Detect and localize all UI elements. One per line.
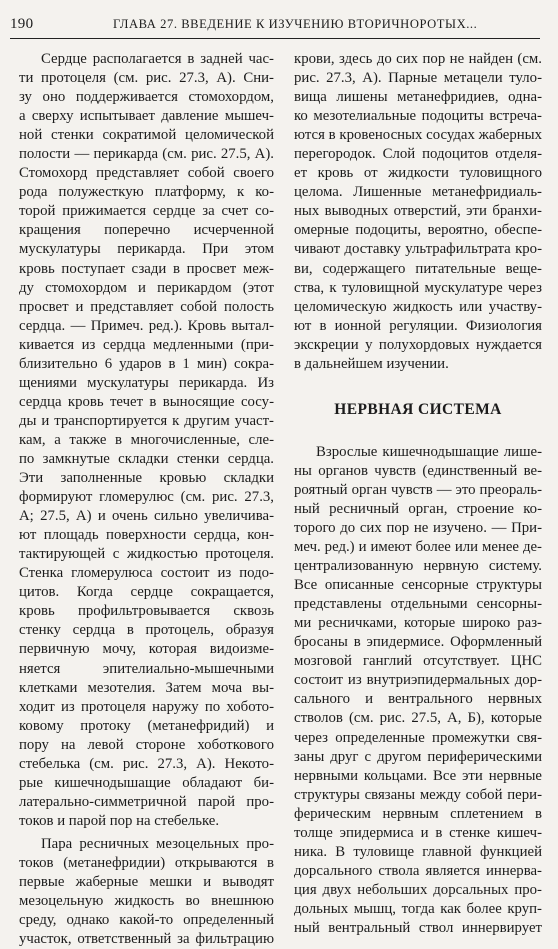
text-line: дорсального ствола является иннерва- xyxy=(294,862,542,879)
text-line: ви, содержащего питательные веще- xyxy=(294,260,542,277)
text-line: в дальнейшем изучении. xyxy=(294,355,449,372)
text-line: Пара ресничных мезоцельных про- xyxy=(41,835,274,852)
text-line: целома. Лишенные метанефридиаль- xyxy=(294,184,542,201)
text-line: представлены отдельными сенсорны- xyxy=(294,596,542,613)
text-line: цитов. Когда сердце сокращается, xyxy=(19,584,274,601)
text-line: кровь профильтровывается сквозь xyxy=(19,603,274,620)
text-line: бросаны в эпидермисе. Оформленный xyxy=(294,634,542,651)
text-line: ются в кровеносных сосудах жаберных xyxy=(294,127,542,144)
text-line: щениями мускулатуры перикарда. Из xyxy=(19,374,274,391)
text-line: стенку сердца в протоцель, образуя xyxy=(19,622,274,639)
text-line: роятный орган чувств — это преораль- xyxy=(294,481,542,498)
text-line: мускулатуры перикарда. При этом xyxy=(19,241,274,258)
right-column xyxy=(294,50,542,938)
text-line: а сверху испытывает давление мышеч- xyxy=(19,108,274,125)
page-number: 190 xyxy=(10,16,34,32)
text-line: Все описанные сенсорные структуры xyxy=(294,577,542,594)
text-line: латерально-симметричной парой про- xyxy=(19,793,274,810)
text-line: зу оно поддерживается стомохордом, xyxy=(19,89,274,106)
text-line: централизованную нервную систему. xyxy=(294,558,542,575)
text-line: среду, однако какой-то определенный xyxy=(19,912,274,929)
text-line: торой прижимается сердце за счет со- xyxy=(19,203,274,220)
text-line: по замкнутые складки стенки сердца. xyxy=(19,450,274,467)
text-line: ти протоцеля (см. рис. 27.3, А). Сни- xyxy=(19,70,274,87)
text-line: первичную мочу, которая видоизме- xyxy=(19,641,274,658)
text-line: токов и парой пор на стебельке. xyxy=(19,812,220,829)
text-line: омерные подоциты, вероятно, обеспе- xyxy=(294,222,542,239)
text-line: А; 27.5, А) и очень сильно увеличива- xyxy=(19,508,274,525)
text-line: сального и вентрального нервных xyxy=(294,691,542,708)
text-line: крови, здесь до сих пор не найден (см. xyxy=(294,51,542,67)
text-line: ми ресничками, которые широко раз- xyxy=(294,615,542,632)
text-line: перегородок. Слой подоцитов отделя- xyxy=(294,146,542,163)
text-line: заны друг с другом периферическими xyxy=(294,748,542,765)
text-line: токов (метанефридии) открываются в xyxy=(19,854,274,871)
text-line: участок, ответственный за фильтрацию xyxy=(19,931,274,948)
paragraph xyxy=(19,50,274,831)
text-line: ковому протоку (метанефридий) и xyxy=(19,717,274,734)
text-line: Сердце располагается в задней час- xyxy=(41,51,274,67)
paragraph xyxy=(294,50,542,374)
text-line: ника. В туловище главной функцией xyxy=(294,843,542,860)
section-title: НЕРВНАЯ СИСТЕМА xyxy=(334,400,502,418)
text-line: стебелька (см. рис. 27.3, А). Некото- xyxy=(19,755,274,772)
paragraph xyxy=(294,443,542,938)
text-line: рода полужесткую платформу, к ко- xyxy=(19,184,274,201)
text-line: полости — перикарда (см. рис. 27.5, А). xyxy=(19,146,274,163)
text-line: экскреции у полухордовых нуждается xyxy=(294,336,542,353)
text-line: ный вентральный ствол иннервирует xyxy=(294,919,542,936)
left-column xyxy=(19,50,274,949)
text-line: мезоцельную жидкость во внешнюю xyxy=(19,893,274,910)
text-line: клетками мезотелия. Затем моча вы- xyxy=(19,679,274,696)
text-line: Эти заполненные кровью складки xyxy=(19,470,274,487)
text-line: просвет и представляет собой полость xyxy=(19,298,274,315)
text-line: торого до сих пор не изучено. — При- xyxy=(294,519,542,536)
text-line: структуры связаны между собой пери- xyxy=(294,786,542,803)
text-line: близительно 6 ударов в 1 мин) сокра- xyxy=(19,355,274,372)
text-line: меч. ред.) и имеют более или менее де- xyxy=(294,539,542,556)
text-line: толще эпидермиса и в стенке кишеч- xyxy=(294,824,542,841)
text-line: ства, к туловищной мускулатуре через xyxy=(294,279,542,296)
page-header xyxy=(10,16,540,39)
text-line: ных выводных отверстий, эти бранхи- xyxy=(294,203,542,220)
text-line: ют в ионной регуляции. Физиология xyxy=(294,317,542,334)
text-line: ной стенки сократимой целомической xyxy=(19,127,274,144)
text-line: состоит из внутриэпидермальных дор- xyxy=(294,672,542,689)
text-line: стволов (см. рис. 27.5, А, Б), которые xyxy=(294,710,542,727)
text-line: тактирующей с жидкостью протоцеля. xyxy=(19,546,274,563)
paragraph xyxy=(19,835,274,949)
text-line: пору на левой стороне хоботкового xyxy=(19,736,274,753)
text-line: кивается из сердца медленными (при- xyxy=(19,336,274,353)
text-line: нервными кольцами. Все эти нервные xyxy=(294,767,542,784)
text-line: кам, а также в многочисленные, сле- xyxy=(19,431,274,448)
text-line: целомическую жидкость или участву- xyxy=(294,298,542,315)
text-line: Взрослые кишечнодышащие лише- xyxy=(316,443,542,460)
text-line: через определенные промежутки свя- xyxy=(294,729,542,746)
text-line: сердца кровь течет в выносящие сосу- xyxy=(19,393,274,410)
running-head: ГЛАВА 27. ВВЕДЕНИЕ К ИЗУЧЕНИЮ ВТОРИЧНОРОТЫХ... xyxy=(113,17,478,31)
text-line: ция двух небольших дорсальных про- xyxy=(294,881,542,898)
text-line: ный ресничный орган, строение ко- xyxy=(294,500,542,517)
text-line: рые кишечнодышащие обладают би- xyxy=(19,774,274,791)
text-line: ют площадь поверхности сердца, кон- xyxy=(19,527,274,544)
text-line: кровь поступает сзади в просвет меж- xyxy=(19,260,274,277)
text-line: ферическим нервным сплетением в xyxy=(294,805,542,822)
text-line: ходит из протоцеля наружу по хобото- xyxy=(19,698,274,715)
text-line: ду стомохордом и перикардом (этот xyxy=(19,279,274,296)
text-line: сердца. — Примеч. ред.). Кровь вытал- xyxy=(19,317,274,334)
text-line: рис. 27.3, А). Парные метацели туло- xyxy=(294,70,542,87)
text-line: дольных мышц, тогда как более круп- xyxy=(294,900,542,917)
text-line: ды и транспортируется к другим участ- xyxy=(19,412,274,429)
text-line: вища лишены метанефридиев, одна- xyxy=(294,89,542,106)
text-line: мозговой ганглий отсутствует. ЦНС xyxy=(294,653,542,670)
text-line: ны органов чувств (единственный ве- xyxy=(294,462,542,479)
text-line: няется эпителиально-мышечными xyxy=(19,660,274,677)
text-line: Стомохорд представляет собой своего xyxy=(19,165,274,182)
text-line: чивают доставку ультрафильтрата кро- xyxy=(294,241,542,258)
text-line: кращения поперечно исчерченной xyxy=(19,222,274,239)
text-line: ет кровь от жидкости туловищного xyxy=(294,165,542,182)
text-line: Стенка гломерулюса состоит из подо- xyxy=(19,565,274,582)
text-line: формируют гломерулюс (см. рис. 27.3, xyxy=(19,489,274,506)
text-line: первые жаберные мешки и выводят xyxy=(19,874,274,891)
text-line: ко мезотелиальные подоциты встреча- xyxy=(294,108,542,125)
